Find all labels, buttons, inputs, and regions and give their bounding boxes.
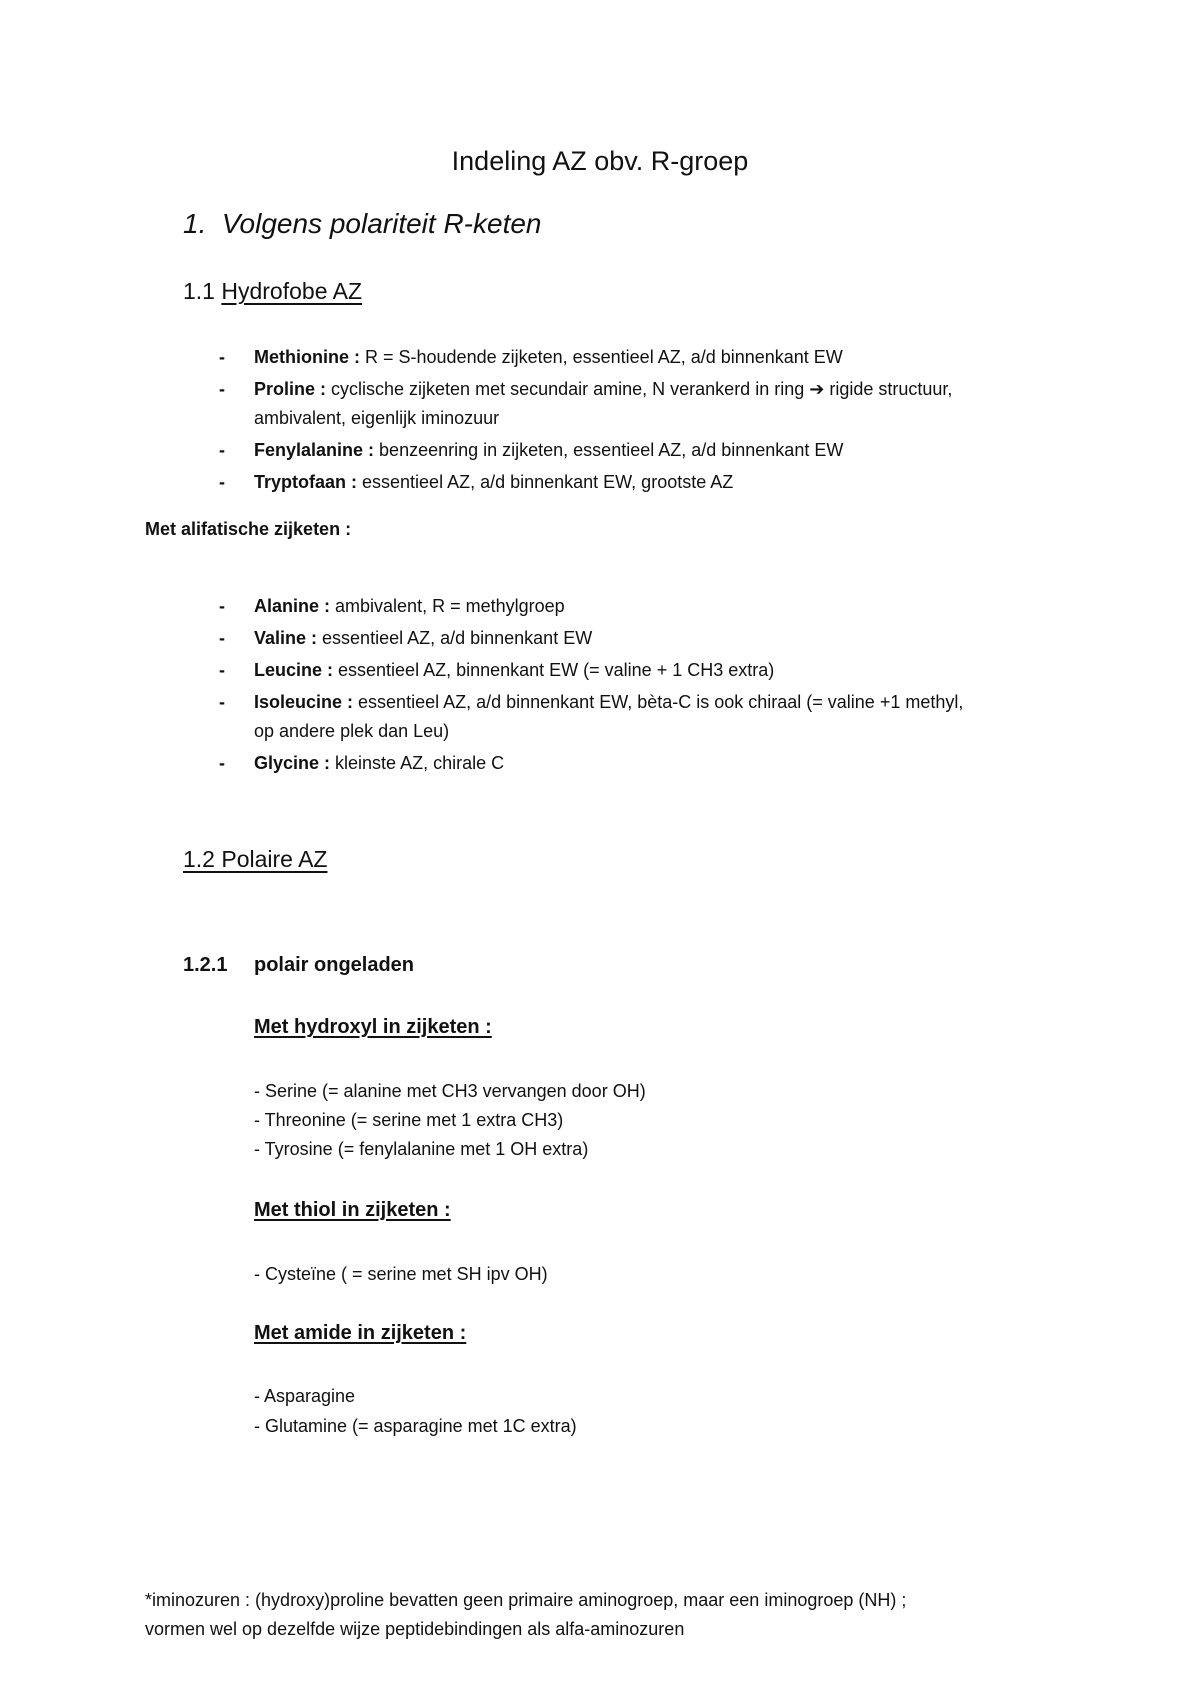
section-1-2-title: Polaire AZ <box>214 846 328 872</box>
alifatisch-label: Met alifatische zijketen : <box>145 519 352 539</box>
item-name: Leucine : <box>254 660 334 680</box>
section-1-1-heading <box>183 278 362 305</box>
section-1-1-title: Hydrofobe AZ <box>221 278 363 304</box>
thiol-heading: Met thiol in zijketen : <box>254 1199 451 1221</box>
item-text: essentieel AZ, binnenkant EW (= valine + 1 CH3 extra) <box>333 660 775 680</box>
section-1-2-1-title: polair ongeladen <box>254 954 415 976</box>
item-continuation: ambivalent, eigenlijk iminozuur <box>254 408 500 428</box>
bullet-dash: - <box>219 753 225 773</box>
hydroxyl-heading: Met hydroxyl in zijketen : <box>254 1016 492 1038</box>
section-1-2-heading <box>183 846 327 873</box>
section-1-2-number: 1.2 <box>183 846 215 872</box>
item-name: Glycine : <box>254 753 331 773</box>
bullet-dash: - <box>219 628 225 648</box>
bullet-dash: - <box>219 692 225 712</box>
list-item: - Cysteïne ( = serine met SH ipv OH) <box>254 1264 548 1284</box>
item-name: Proline : <box>254 379 327 399</box>
section-1-number: 1. <box>183 208 207 239</box>
bullet-dash: - <box>219 347 225 367</box>
item-text: essentieel AZ, a/d binnenkant EW <box>317 628 593 648</box>
item-name: Valine : <box>254 628 318 648</box>
item-text: cyclische zijketen met secundair amine, N verankerd in ring <box>326 379 810 399</box>
section-1-2-1-number: 1.2.1 <box>183 954 228 976</box>
item-name: Fenylalanine : <box>254 440 375 460</box>
item-text: kleinste AZ, chirale C <box>330 753 505 773</box>
list-item: - Serine (= alanine met CH3 vervangen door OH) <box>254 1081 646 1101</box>
item-continuation: op andere plek dan Leu) <box>254 721 450 741</box>
item-text: R = S-houdende zijketen, essentieel AZ, a/d binnenkant EW <box>360 347 843 367</box>
list-item: - Asparagine <box>254 1386 356 1406</box>
list-item: - Glutamine (= asparagine met 1C extra) <box>254 1416 577 1436</box>
bullet-dash: - <box>219 440 225 460</box>
bullet-dash: - <box>219 660 225 680</box>
amide-heading: Met amide in zijketen : <box>254 1322 467 1344</box>
section-1-title: Volgens polariteit R-keten <box>221 208 542 239</box>
item-text-continued: rigide structuur, <box>824 379 953 399</box>
item-name: Alanine : <box>254 596 331 616</box>
bullet-dash: - <box>219 472 225 492</box>
item-text: essentieel AZ, a/d binnenkant EW, bèta-C is ook chiraal (= valine +1 methyl, <box>353 692 964 712</box>
item-name: Methionine : <box>254 347 360 367</box>
item-text: essentieel AZ, a/d binnenkant EW, grootste AZ <box>357 472 734 492</box>
bullet-dash: - <box>219 379 225 399</box>
document-title: Indeling AZ obv. R-groep <box>451 146 749 176</box>
item-text: ambivalent, R = methylgroep <box>330 596 565 616</box>
item-text: benzeenring in zijketen, essentieel AZ, a/d binnenkant EW <box>374 440 844 460</box>
footnote-line-2: vormen wel op dezelfde wijze peptidebindingen als alfa-aminozuren <box>145 1619 685 1639</box>
bullet-dash: - <box>219 596 225 616</box>
item-name: Tryptofaan : <box>254 472 358 492</box>
section-1-1-number: 1.1 <box>183 278 215 304</box>
arrow-icon: ➔ <box>809 379 825 399</box>
list-item: - Tyrosine (= fenylalanine met 1 OH extra) <box>254 1139 589 1159</box>
list-item: - Threonine (= serine met 1 extra CH3) <box>254 1110 564 1130</box>
item-name: Isoleucine : <box>254 692 354 712</box>
section-1-heading <box>183 208 542 240</box>
footnote-line-1: *iminozuren : (hydroxy)proline bevatten geen primaire aminogroep, maar een iminogroep (NH) ; <box>145 1590 907 1610</box>
